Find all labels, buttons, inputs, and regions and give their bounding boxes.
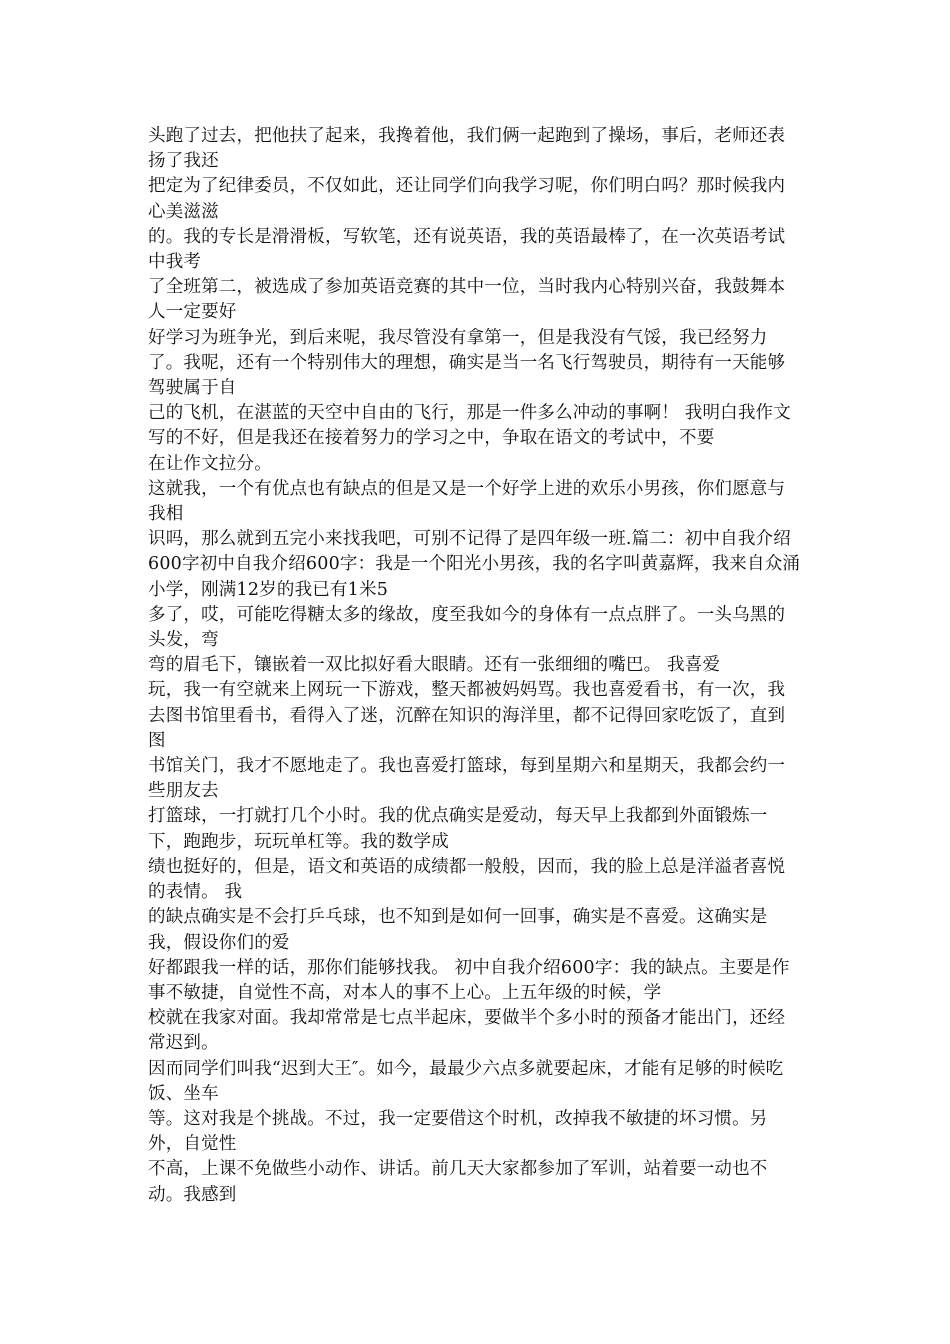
text-line: 弯的眉毛下，镶嵌着一双比拟好看大眼睛。还有一张细细的嘴巴。 我喜爱 bbox=[148, 655, 721, 676]
text-line: 头跑了过去，把他扶了起来，我搀着他，我们俩一起跑到了操场，事后，老师还表扬了我还 bbox=[148, 126, 786, 172]
text-line: 这就我，一个有优点也有缺点的但是又是一个好学上进的欢乐小男孩，你们愿意与我相 bbox=[148, 478, 786, 525]
text-line: 识吗，那么就到五完小来找我吧，可别不记得了是四年级一班.篇二：初中自我介绍600字初中自我介绍600字：我是一个阳光小男孩，我的名字叫黄嘉辉，我来自众涌小学，刚满12岁的我已有1米5 bbox=[148, 529, 801, 600]
text-line: 己的飞机，在湛蓝的天空中自由的飞行，那是一件多么冲动的事啊！ 我明白我作文写的不好，但是我还在接着努力的学习之中，争取在语文的考试中，不要 bbox=[148, 403, 791, 449]
text-line: 多了，哎，可能吃得糖太多的缘故，度至我如今的身体有一点点胖了。一头乌黑的头发，弯 bbox=[148, 604, 786, 651]
text-line: 绩也挺好的，但是，语文和英语的成绩都一般般，因而，我的脸上总是洋溢者喜悦的表情。 我 bbox=[148, 856, 786, 903]
text-line: 好学习为班争光，到后来呢，我尽管没有拿第一，但是我没有气馁，我已经努力了。我呢，还有一个特别伟大的理想，确实是当一名飞行驾驶员，期待有一天能够驾驶属于自 bbox=[148, 327, 786, 399]
text-line: 好都跟我一样的话，那你们能够找我。 初中自我介绍600字：我的缺点。主要是作事不敏捷，自觉性不高，对本人的事不上心。上五年级的时候，学 bbox=[148, 957, 790, 1003]
text-line: 打篮球，一打就打几个小时。我的优点确实是爱动，每天早上我都到外面锻炼一下，跑跑步，玩玩单杠等。我的数学成 bbox=[148, 806, 768, 852]
text-line: 的缺点确实是不会打乒乓球，也不知到是如何一回事，确实是不喜爱。这确实是我，假设你们的爱 bbox=[148, 907, 768, 953]
text-line: 的。我的专长是滑滑板，写软笔，还有说英语，我的英语最棒了，在一次英语考试中我考 bbox=[148, 226, 786, 273]
text-line: 校就在我家对面。我却常常是七点半起床，要做半个多小时的预备才能出门，还经常迟到。 bbox=[148, 1008, 786, 1054]
text-line: 把定为了纪律委员，不仅如此，还让同学们向我学习呢，你们明白吗？那时候我内心美滋滋 bbox=[148, 176, 786, 222]
body-text bbox=[148, 124, 802, 1208]
text-line: 不高，上课不免做些小动作、讲话。前几天大家都参加了军训，站着要一动也不动。我感到 bbox=[148, 1159, 768, 1205]
text-line: 书馆关门，我才不愿地走了。我也喜爱打篮球，每到星期六和星期天，我都会约一些朋友去 bbox=[148, 756, 786, 802]
text-line: 等。这对我是个挑战。不过，我一定要借这个时机，改掉我不敏捷的坏习惯。另外，自觉性 bbox=[148, 1108, 768, 1155]
text-line: 在让作文拉分。 bbox=[148, 453, 272, 474]
text-line: 因而同学们叫我“迟到大王″。如今，最最少六点多就要起床，才能有足够的时候吃饭、坐车 bbox=[148, 1058, 784, 1104]
text-line: 了全班第二，被选成了参加英语竞赛的其中一位，当时我内心特别兴奋，我鼓舞本人一定要好 bbox=[148, 277, 786, 323]
text-line: 玩，我一有空就来上网玩一下游戏，整天都被妈妈骂。我也喜爱看书，有一次，我去图书馆里看书，看得入了迷，沉醉在知识的海洋里，都不记得回家吃饭了，直到图 bbox=[148, 680, 786, 751]
